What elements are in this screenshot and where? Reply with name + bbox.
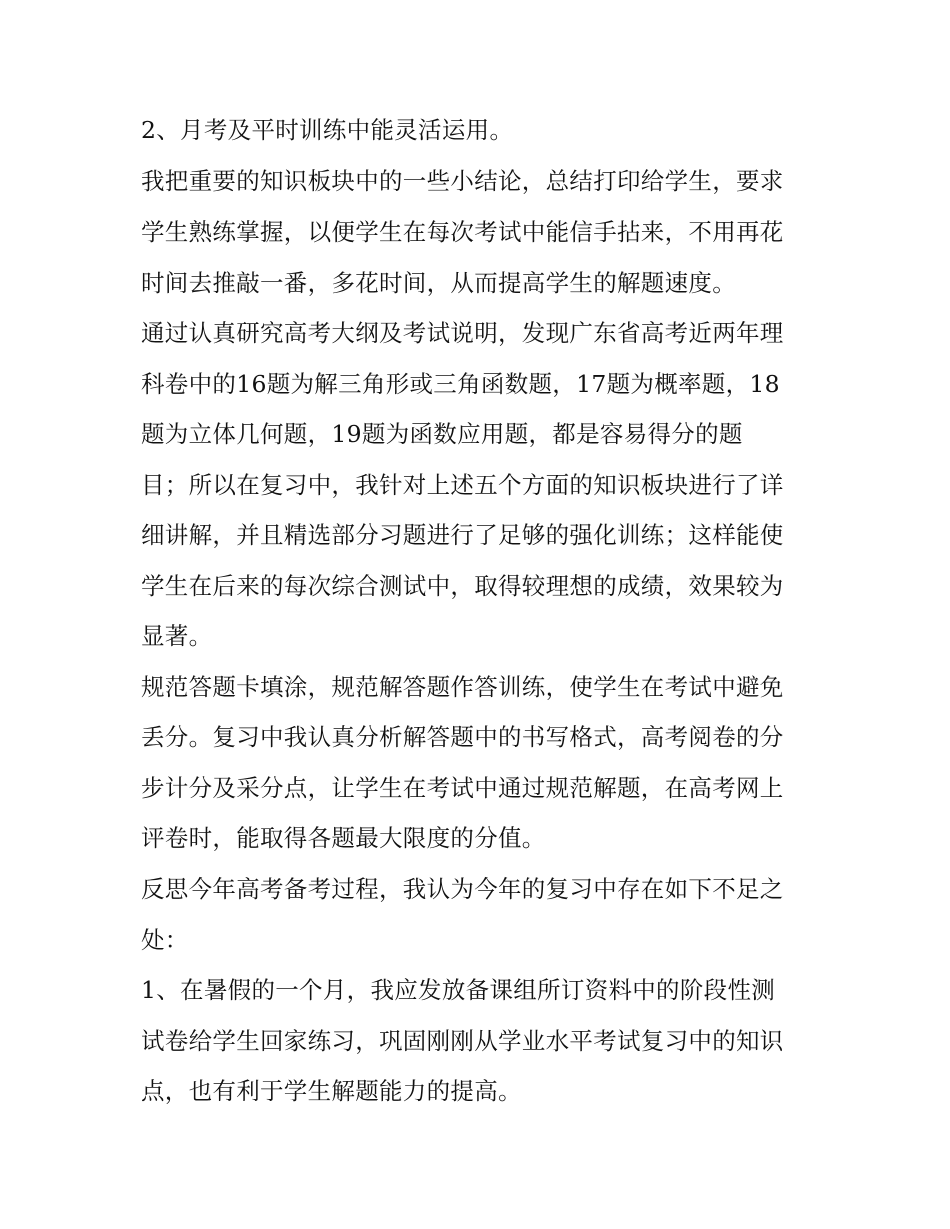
text-line: 点，也有利于学生解题能力的提高。 [141,1077,522,1105]
text-line: 丢分。复习中我认真分析解答题中的书写格式，高考阅卷的分 [141,723,784,751]
text-line: 学生熟练掌握，以便学生在每次考试中能信手拈来，不用再花 [141,218,784,246]
text-line: 反思今年高考备考过程，我认为今年的复习中存在如下不足之 [141,875,784,903]
text-line: 处： [141,926,189,954]
text-line: 目；所以在复习中，我针对上述五个方面的知识板块进行了详 [141,471,784,499]
text-line: 细讲解，并且精选部分习题进行了足够的强化训练；这样能使 [141,521,784,549]
text-line: 1、在暑假的一个月，我应发放备课组所订资料中的阶段性测 [141,976,776,1004]
text-line: 我把重要的知识板块中的一些小结论，总结打印给学生，要求 [141,167,784,195]
text-line: 试卷给学生回家练习，巩固刚刚从学业水平考试复习中的知识 [141,1027,784,1055]
text-line: 学生在后来的每次综合测试中，取得较理想的成绩，效果较为 [141,572,784,600]
text-line: 时间去推敲一番，多花时间，从而提高学生的解题速度。 [141,269,736,297]
text-line: 通过认真研究高考大纲及考试说明，发现广东省高考近两年理 [141,319,784,347]
text-line: 显著。 [141,622,213,650]
text-line: 步计分及采分点，让学生在考试中通过规范解题，在高考网上 [141,774,784,802]
text-line: 科卷中的16题为解三角形或三角函数题，17题为概率题，18 [141,370,780,398]
text-line: 评卷时，能取得各题最大限度的分值。 [141,824,546,852]
text-line: 规范答题卡填涂，规范解答题作答训练，使学生在考试中避免 [141,673,784,701]
text-line: 2、月考及平时训练中能灵活运用。 [141,116,514,144]
text-line: 题为立体几何题，19题为函数应用题，都是容易得分的题 [141,420,743,448]
